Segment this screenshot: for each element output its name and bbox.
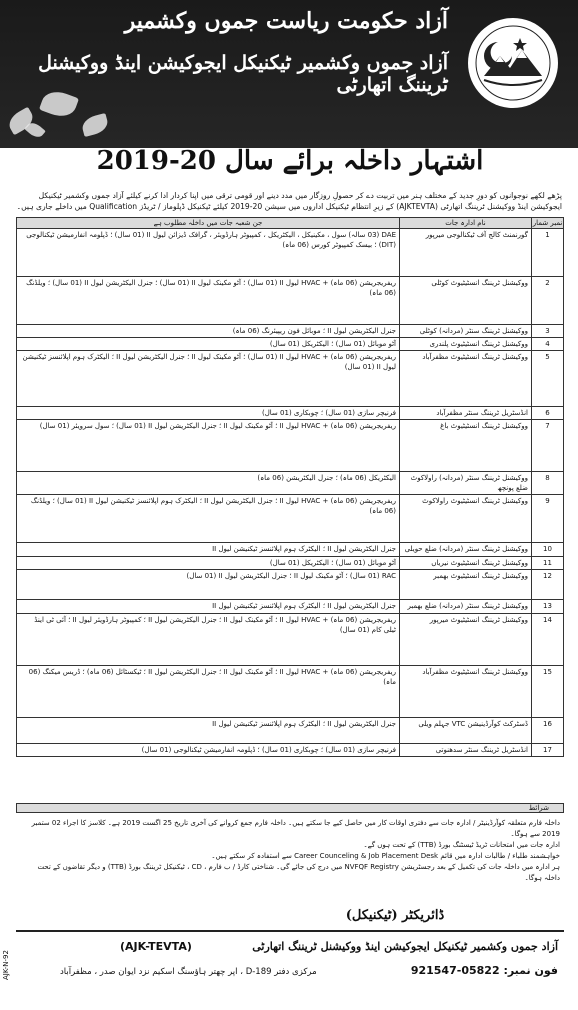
row-institution: ووکیشنل ٹریننگ سنٹر (مردانہ) راولاکوٹ ضلع پونچھ — [400, 472, 532, 495]
row-trades: الیکٹریکل (06 ماہ) ؛ جنرل الیکٹریشن (06 ماہ) — [17, 472, 400, 495]
row-number: 5 — [532, 351, 564, 407]
row-institution: ووکیشنل ٹریننگ انسٹیٹیوٹ پلندری — [400, 338, 532, 351]
table-row — [17, 744, 564, 757]
notes-heading: شرائط — [16, 803, 564, 813]
footer-abbreviation: (AJK-TEVTA) — [120, 940, 192, 953]
footer-organization: آزاد جموں وکشمیر ٹیکنیکل ایجوکیشن اینڈ ووکیشنل ٹریننگ اتھارٹی — [252, 940, 558, 953]
row-trades: جنرل الیکٹریشن لیول II ؛ الیکٹرک ہوم اپلائنسز ٹیکنیشن لیول II — [17, 543, 400, 557]
row-number: 10 — [532, 543, 564, 557]
row-trades: فرنیچر سازی (01 سال) ؛ چوبکاری (01 سال) — [17, 407, 400, 420]
row-trades: جنرل الیکٹریشن لیول II ؛ موبائل فون ریپیئرنگ (06 ماہ) — [17, 325, 400, 338]
row-trades: RAC (01 سال) ؛ آٹو مکینک لیول II ؛ جنرل الیکٹریشن لیول II (01 سال) — [17, 570, 400, 600]
row-number: 14 — [532, 614, 564, 666]
government-seal-icon — [466, 16, 560, 110]
row-institution: ووکیشنل ٹریننگ انسٹیٹیوٹ مظفرآباد — [400, 666, 532, 718]
table-row — [17, 472, 564, 495]
note-item: ہر ادارہ میں داخلہ جات کی تکمیل کے بعد رجسٹریشن NVFQF Registry میں درج کی جائے گی۔ شناختی کارڈ / ب فارم ، CD ، ٹیکنیکل ٹریننگ بورڈ (TTB) و دیگر تقاضوں کے تحت داخلہ ہوگا۔ — [37, 863, 560, 882]
row-institution: ووکیشنل ٹریننگ سنٹر (مردانہ) ضلع بھمبر — [400, 600, 532, 614]
header-authority-title: آزاد جموں وکشمیر ٹیکنیکل ایجوکیشن اینڈ ووکیشنل ٹریننگ اتھارٹی — [38, 52, 448, 96]
row-institution: انڈسٹریل ٹریننگ سنٹر سدھنوتی — [400, 744, 532, 757]
table-row — [17, 338, 564, 351]
table-header-row — [17, 218, 564, 229]
row-institution: ووکیشنل ٹریننگ انسٹیٹیوٹ بھمبر — [400, 570, 532, 600]
col-header-trades: جن شعبہ جات میں داخلہ مطلوب ہے — [17, 218, 400, 229]
intro-paragraph: پڑھے لکھے نوجوانوں کو دورِ جدید کے مختلف ہنر میں تربیت دے کر حصولِ روزگار میں مدد دینے اور قومی ترقی میں اپنا کردار ادا کرنے کیلئے آزاد جموں وکشمیر ٹیکنیکل ایجوکیشن اینڈ ووکیشنل ٹریننگ اتھارٹی (AJKTEVTA) کے زیرِ انتظام ٹیکنیکل اداروں میں سیشن 20-2019 کیلئے ٹیکنیکل ڈپلوماز / ٹریڈز Qualification میں داخلے جاری ہیں۔ — [16, 191, 562, 211]
row-institution: ووکیشنل ٹریننگ انسٹیٹیوٹ میرپور — [400, 614, 532, 666]
row-institution: ووکیشنل ٹریننگ انسٹیٹیوٹ کوٹلی — [400, 277, 532, 325]
row-institution: ووکیشنل ٹریننگ انسٹیٹیوٹ راولاکوٹ — [400, 495, 532, 543]
row-number: 16 — [532, 718, 564, 744]
footer-divider — [16, 930, 564, 932]
row-trades: فرنیچر سازی (01 سال) ؛ چوبکاری (01 سال) ؛ ڈپلومہ انفارمیشن ٹیکنالوجی (01 سال) — [17, 744, 400, 757]
row-number: 12 — [532, 570, 564, 600]
row-number: 9 — [532, 495, 564, 543]
row-institution: ووکیشنل ٹریننگ انسٹیٹیوٹ مظفرآباد — [400, 351, 532, 407]
signer-title: ڈائریکٹر (ٹیکنیکل) — [345, 908, 445, 923]
note-item: خواہشمند طلباء / طالبات ادارہ میں قائم Career Counceling & Job Placement Desk سے استفادہ کر سکتے ہیں۔ — [211, 852, 560, 860]
table-row — [17, 570, 564, 600]
note-item: ادارہ جات میں امتحانات ٹریڈ ٹیسٹنگ بورڈ (TTB) کے تحت ہوں گے۔ — [363, 841, 560, 849]
table-row — [17, 600, 564, 614]
table-row — [17, 543, 564, 557]
row-institution: ووکیشنل ٹریننگ سنٹر (مردانہ) کوٹلی — [400, 325, 532, 338]
row-institution: ووکیشنل ٹریننگ انسٹیٹیوٹ باغ — [400, 420, 532, 472]
reference-code: AJK-N-92 — [2, 950, 10, 980]
admissions-table — [16, 217, 564, 757]
footer — [0, 930, 578, 1010]
row-trades: ریفریجریشن (06 ماہ) + HVAC لیول II (01 سال) ؛ آٹو مکینک لیول II ؛ جنرل الیکٹریشن لیول II ؛ الیکٹرک ہوم اپلائنسز ٹیکنیشن لیول II (01 سال) — [17, 351, 400, 407]
header-band — [0, 0, 578, 148]
table-row — [17, 666, 564, 718]
table-row — [17, 420, 564, 472]
row-number: 7 — [532, 420, 564, 472]
footer-address: مرکزی دفتر D-189 ، اپر چھتر ہاؤسنگ اسکیم نزد ایوان صدر ، مظفرآباد — [60, 967, 317, 977]
footer-phone: فون نمبر: 05822-921547 — [410, 964, 558, 977]
row-institution: ووکیشنل ٹریننگ سنٹر (مردانہ) ضلع حویلی — [400, 543, 532, 557]
row-trades: ریفریجریشن (06 ماہ) + HVAC لیول II ؛ جنرل الیکٹریشن لیول II ؛ الیکٹرک ہوم اپلائنسز ٹیکنیشن لیول II (01 سال) ؛ ویلڈنگ (06 ماہ) — [17, 495, 400, 543]
table-row — [17, 557, 564, 570]
row-trades: جنرل الیکٹریشن لیول II ؛ الیکٹرک ہوم اپلائنسز ٹیکنیشن لیول II — [17, 600, 400, 614]
row-number: 1 — [532, 229, 564, 277]
table-row — [17, 229, 564, 277]
row-institution: ووکیشنل ٹریننگ انسٹیٹیوٹ نیریاں — [400, 557, 532, 570]
row-trades: آٹو موبائل (01 سال) ؛ الیکٹریکل (01 سال) — [17, 338, 400, 351]
row-trades: ریفریجریشن (06 ماہ) + HVAC لیول II ؛ آٹو مکینک لیول II ؛ جنرل الیکٹریشن لیول II ؛ ٹیکسٹائل (06 ماہ) ؛ ڈریس میکنگ (06 ماہ) — [17, 666, 400, 718]
row-institution: گورنمنٹ کالج آف ٹیکنالوجی میرپور — [400, 229, 532, 277]
row-trades: DAE (03 سالہ) سول ، مکینیکل ، الیکٹریکل ، کمپیوٹر ہارڈویئر ، گرافک ڈیزائن لیول II (01 سال) ؛ ڈپلومہ انفارمیشن ٹیکنالوجی (DIT) ؛ بیسک کمپیوٹر کورس (06 ماہ) — [17, 229, 400, 277]
row-number: 8 — [532, 472, 564, 495]
table-row — [17, 495, 564, 543]
row-number: 13 — [532, 600, 564, 614]
table-row — [17, 277, 564, 325]
row-institution: ڈسٹرکٹ کوآرڈینیشن VTC جہلم ویلی — [400, 718, 532, 744]
row-trades: آٹو موبائل (01 سال) ؛ الیکٹریکل (01 سال) — [17, 557, 400, 570]
col-header-no: نمبر شمار — [532, 219, 563, 227]
table-row — [17, 325, 564, 338]
table-row — [17, 351, 564, 407]
table-row — [17, 614, 564, 666]
notes-list — [20, 818, 560, 884]
row-number: 2 — [532, 277, 564, 325]
leaf-decoration — [80, 113, 110, 137]
row-trades: ریفریجریشن (06 ماہ) + HVAC لیول II (01 سال) ؛ آٹو مکینک لیول II (01 سال) ؛ جنرل الیکٹریشن لیول II (01 سال) ؛ ویلڈنگ (06 ماہ) — [17, 277, 400, 325]
row-number: 4 — [532, 338, 564, 351]
table-row — [17, 407, 564, 420]
page-title: اشتہار داخلہ برائے سال 20-2019 — [96, 146, 484, 176]
row-number: 17 — [532, 744, 564, 757]
note-item: داخلہ فارم متعلقہ کوآرڈینیٹر / ادارہ جات سے دفتری اوقات کار میں حاصل کیے جا سکتے ہیں۔ داخلہ فارم جمع کروانے کی آخری تاریخ 25 اگست 2019 ہے۔ کلاسز کا اجراء 02 ستمبر 2019 سے ہوگا۔ — [31, 819, 560, 838]
header-government-title: آزاد حکومت ریاست جموں وکشمیر — [124, 8, 448, 34]
row-trades: ریفریجریشن (06 ماہ) + HVAC لیول II ؛ آٹو مکینک لیول II ؛ جنرل الیکٹریشن لیول II (01 سال) ؛ سول سرویئر (01 سال) — [17, 420, 400, 472]
row-number: 15 — [532, 666, 564, 718]
col-header-institution: نام ادارہ جات — [400, 218, 532, 229]
row-number: 6 — [532, 407, 564, 420]
row-institution: انڈسٹریل ٹریننگ سنٹر مظفرآباد — [400, 407, 532, 420]
row-trades: ریفریجریشن (06 ماہ) + HVAC لیول II ؛ آٹو مکینک لیول II ؛ جنرل الیکٹریشن لیول II ؛ کمپیوٹر ہارڈویئر لیول II ؛ آئی ٹی اینڈ ٹیلی کام (01 سال) — [17, 614, 400, 666]
row-number: 3 — [532, 325, 564, 338]
row-trades: جنرل الیکٹریشن لیول II ؛ الیکٹرک ہوم اپلائنسز ٹیکنیشن لیول II — [17, 718, 400, 744]
table-row — [17, 718, 564, 744]
row-number: 11 — [532, 557, 564, 570]
